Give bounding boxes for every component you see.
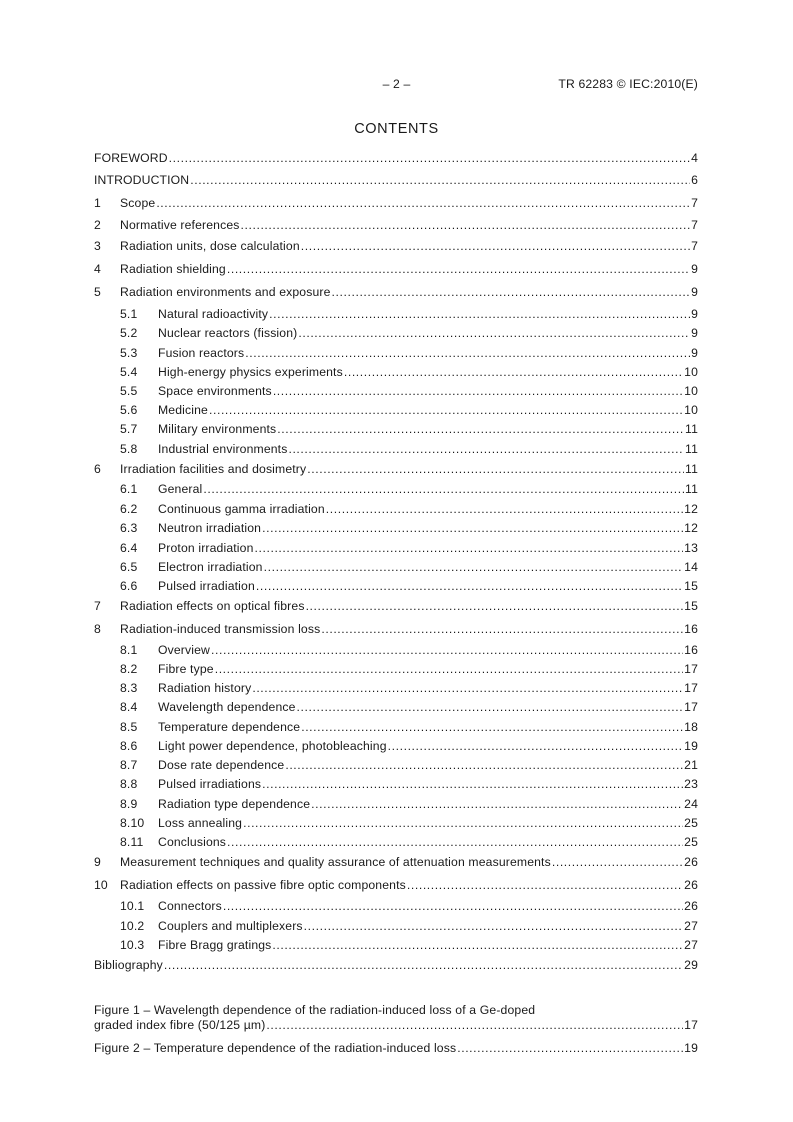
toc-entry-title: Radiation type dependence (158, 797, 311, 811)
toc-entry-page: 17 (684, 662, 698, 676)
toc-entry-number: 3 (94, 239, 101, 253)
toc-entry-page: 6 (691, 173, 698, 187)
toc-entry-number: 8.6 (120, 739, 138, 753)
toc-entry[interactable] (94, 520, 698, 536)
toc-dot-leader (241, 217, 691, 233)
toc-entry-number: 6.5 (120, 560, 138, 574)
page-title: CONTENTS (354, 121, 439, 137)
toc-entry-page: 16 (684, 622, 698, 636)
toc-dot-leader (288, 441, 684, 457)
toc-entry-number: 6.4 (120, 541, 138, 555)
toc-entry-number: 5.6 (120, 403, 138, 417)
toc-entry-title: Nuclear reactors (fission) (158, 326, 298, 340)
toc-entry[interactable] (94, 261, 698, 277)
toc-entry[interactable] (94, 796, 698, 812)
toc-entry-page: 11 (685, 482, 698, 496)
toc-entry-title: Radiation-induced transmission loss (120, 622, 321, 636)
toc-entry-number: 5.8 (120, 442, 138, 456)
toc-entry-page: 26 (684, 878, 698, 892)
toc-entry-number: 6.6 (120, 579, 138, 593)
figure-entry-page: 19 (684, 1041, 698, 1055)
toc-entry[interactable] (94, 481, 698, 497)
toc-entry-title: Natural radioactivity (158, 307, 269, 321)
toc-entry[interactable] (94, 738, 698, 754)
toc-entry[interactable] (94, 501, 698, 517)
toc-entry-page: 7 (691, 196, 698, 210)
toc-entry-title: Wavelength dependence (158, 700, 296, 714)
toc-entry-page: 7 (691, 218, 698, 232)
toc-entry-page: 17 (684, 681, 698, 695)
toc-entry-number: 5.7 (120, 422, 138, 436)
toc-entry-page: 23 (684, 777, 698, 791)
toc-entry-number: 5 (94, 285, 101, 299)
toc-entry-number: 2 (94, 218, 101, 232)
toc-entry-title: Proton irradiation (158, 541, 254, 555)
toc-entry[interactable] (94, 854, 698, 870)
toc-entry-number: 8.5 (120, 720, 138, 734)
toc-entry-title: Overview (158, 643, 210, 657)
toc-dot-leader (407, 877, 683, 893)
toc-entry-number: 8.11 (120, 835, 144, 849)
toc-dot-leader (264, 559, 684, 575)
toc-entry-title: INTRODUCTION (94, 173, 190, 187)
toc-entry-page: 24 (684, 797, 698, 811)
toc-entry-title: Medicine (158, 403, 208, 417)
toc-dot-leader (243, 815, 683, 831)
toc-entry[interactable] (94, 834, 698, 850)
toc-entry-title: Pulsed irradiation (158, 579, 255, 593)
document-reference: TR 62283 © IEC:2010(E) (558, 77, 698, 91)
toc-entry-title: Pulsed irradiations (158, 777, 262, 791)
toc-entry[interactable] (94, 364, 698, 380)
toc-entry-title: High-energy physics experiments (158, 365, 343, 379)
toc-entry[interactable] (94, 918, 698, 934)
toc-entry-page: 26 (684, 855, 698, 869)
toc-entry-title: Industrial environments (158, 442, 288, 456)
toc-dot-leader (245, 345, 690, 361)
toc-entry[interactable] (94, 217, 698, 233)
toc-entry[interactable] (94, 578, 698, 594)
toc-entry-page: 26 (684, 899, 698, 913)
toc-entry[interactable] (94, 661, 698, 677)
figure-entry-page: 17 (684, 1018, 698, 1032)
toc-entry-page: 7 (691, 239, 698, 253)
toc-entry-page: 17 (684, 700, 698, 714)
toc-entry-number: 8.10 (120, 816, 145, 830)
toc-dot-leader (388, 738, 684, 754)
toc-dot-leader (223, 898, 683, 914)
toc-dot-leader (169, 150, 690, 166)
toc-entry-page: 27 (684, 938, 698, 952)
toc-entry[interactable] (94, 680, 698, 696)
toc-entry-page: 11 (685, 462, 698, 476)
toc-dot-leader (306, 598, 684, 614)
toc-entry[interactable] (94, 441, 698, 457)
toc-entry[interactable] (94, 642, 698, 658)
toc-dot-leader (297, 699, 684, 715)
toc-entry-page: 25 (684, 835, 698, 849)
toc-entry-number: 9 (94, 855, 101, 869)
toc-dot-leader (311, 796, 683, 812)
toc-entry[interactable] (94, 719, 698, 735)
toc-entry-title: Fibre Bragg gratings (158, 938, 272, 952)
toc-entry[interactable] (94, 238, 698, 254)
toc-entry-title: Space environments (158, 384, 272, 398)
toc-entry-page: 13 (684, 541, 698, 555)
toc-entry[interactable] (94, 898, 698, 914)
toc-entry-page: 11 (685, 442, 698, 456)
toc-entry-page: 9 (691, 307, 698, 321)
figure-entry-title: graded index fibre (50/125 µm) (94, 1018, 266, 1032)
toc-entry-title: Radiation units, dose calculation (120, 239, 300, 253)
toc-dot-leader (326, 501, 683, 517)
toc-entry[interactable] (94, 540, 698, 556)
toc-entry-title: Scope (120, 196, 156, 210)
toc-entry-title: Neutron irradiation (158, 521, 262, 535)
toc-dot-leader (190, 172, 690, 188)
toc-entry-title: Loss annealing (158, 816, 243, 830)
toc-dot-leader (552, 854, 683, 870)
toc-entry-title: Radiation shielding (120, 262, 226, 276)
toc-entry-page: 27 (684, 919, 698, 933)
toc-entry-number: 8.7 (120, 758, 138, 772)
toc-dot-leader (301, 719, 683, 735)
toc-entry-title: Radiation effects on passive fibre optic components (120, 878, 406, 892)
toc-entry-title: Fusion reactors (158, 346, 245, 360)
toc-entry-number: 8.1 (120, 643, 138, 657)
page-number: – 2 – (382, 77, 411, 91)
toc-entry-number: 6.1 (120, 482, 138, 496)
toc-entry-title: Military environments (158, 422, 277, 436)
toc-entry-title: Normative references (120, 218, 240, 232)
toc-entry-number: 6.3 (120, 521, 138, 535)
toc-entry[interactable] (94, 306, 698, 322)
toc-dot-leader (273, 383, 683, 399)
toc-entry[interactable] (94, 598, 698, 614)
toc-dot-leader (285, 757, 683, 773)
toc-entry-title: Conclusions (158, 835, 227, 849)
toc-entry-page: 15 (684, 579, 698, 593)
toc-entry-title: Electron irradiation (158, 560, 263, 574)
toc-entry-number: 8.3 (120, 681, 138, 695)
toc-dot-leader (307, 461, 684, 477)
toc-entry-page: 14 (684, 560, 698, 574)
toc-dot-leader (156, 195, 690, 211)
toc-entry-title: Temperature dependence (158, 720, 301, 734)
toc-dot-leader (262, 520, 683, 536)
toc-entry-page: 19 (684, 739, 698, 753)
toc-entry-page: 11 (685, 422, 698, 436)
toc-entry-page: 10 (684, 403, 698, 417)
figure-entry[interactable] (94, 1017, 698, 1033)
toc-entry-number: 10 (94, 878, 108, 892)
toc-entry-number: 5.3 (120, 346, 138, 360)
toc-dot-leader (255, 540, 684, 556)
figure-1-caption-line1: Figure 1 – Wavelength dependence of the radiation-induced loss of a Ge-doped (94, 1003, 536, 1017)
toc-entry[interactable] (94, 195, 698, 211)
toc-dot-leader (203, 481, 684, 497)
toc-entry-number: 1 (94, 196, 101, 210)
toc-entry-number: 8.4 (120, 700, 138, 714)
toc-entry[interactable] (94, 776, 698, 792)
figure-entry[interactable] (94, 1040, 698, 1056)
toc-entry-page: 29 (684, 958, 698, 972)
toc-entry-number: 10.3 (120, 938, 145, 952)
toc-dot-leader (215, 661, 683, 677)
toc-entry[interactable] (94, 461, 698, 477)
toc-entry[interactable] (94, 402, 698, 418)
toc-entry-number: 10.1 (120, 899, 145, 913)
toc-dot-leader (164, 957, 683, 973)
toc-dot-leader (227, 261, 690, 277)
toc-entry-number: 8.9 (120, 797, 138, 811)
toc-dot-leader (298, 325, 690, 341)
toc-dot-leader (262, 776, 683, 792)
toc-entry-page: 4 (691, 151, 698, 165)
toc-entry-page: 9 (691, 346, 698, 360)
toc-entry-number: 8 (94, 622, 101, 636)
toc-entry-title: FOREWORD (94, 151, 168, 165)
toc-entry[interactable] (94, 937, 698, 953)
toc-entry-page: 10 (684, 365, 698, 379)
toc-entry[interactable] (94, 699, 698, 715)
toc-entry[interactable] (94, 325, 698, 341)
toc-entry-title: Continuous gamma irradiation (158, 502, 325, 516)
toc-entry-title: Fibre type (158, 662, 214, 676)
toc-entry-page: 16 (684, 643, 698, 657)
toc-entry-page: 12 (684, 502, 698, 516)
toc-entry-title: Radiation history (158, 681, 252, 695)
toc-entry[interactable] (94, 621, 698, 637)
toc-dot-leader (256, 578, 683, 594)
toc-entry-number: 6 (94, 462, 101, 476)
toc-entry-page: 12 (684, 521, 698, 535)
toc-entry-page: 21 (684, 758, 698, 772)
toc-dot-leader (304, 918, 683, 934)
toc-entry-number: 5.4 (120, 365, 138, 379)
toc-entry-title: Couplers and multiplexers (158, 919, 303, 933)
toc-entry-number: 8.2 (120, 662, 138, 676)
toc-entry-title: Bibliography (94, 958, 163, 972)
toc-entry-title: Light power dependence, photobleaching (158, 739, 387, 753)
toc-entry[interactable] (94, 150, 698, 166)
toc-entry[interactable] (94, 383, 698, 399)
toc-entry[interactable] (94, 284, 698, 300)
toc-entry[interactable] (94, 559, 698, 575)
toc-entry-number: 5.1 (120, 307, 138, 321)
toc-entry-title: Connectors (158, 899, 222, 913)
toc-dot-leader (252, 680, 683, 696)
toc-entry[interactable] (94, 757, 698, 773)
toc-entry-number: 7 (94, 599, 101, 613)
toc-entry[interactable] (94, 421, 698, 437)
toc-entry-page: 9 (691, 285, 698, 299)
toc-entry-page: 9 (691, 326, 698, 340)
toc-dot-leader (321, 621, 683, 637)
toc-dot-leader (332, 284, 691, 300)
toc-entry-title: Measurement techniques and quality assurance of attenuation measurements (120, 855, 551, 869)
toc-entry-page: 18 (684, 720, 698, 734)
toc-dot-leader (227, 834, 683, 850)
toc-dot-leader (301, 238, 690, 254)
toc-dot-leader (457, 1040, 683, 1056)
toc-entry-number: 8.8 (120, 777, 138, 791)
toc-dot-leader (211, 642, 683, 658)
toc-entry[interactable] (94, 957, 698, 973)
toc-entry-page: 15 (684, 599, 698, 613)
toc-entry-number: 5.2 (120, 326, 138, 340)
toc-entry-title: General (158, 482, 203, 496)
toc-entry-number: 10.2 (120, 919, 145, 933)
toc-entry-title: Irradiation facilities and dosimetry (120, 462, 307, 476)
toc-dot-leader (272, 937, 683, 953)
toc-entry-number: 5.5 (120, 384, 138, 398)
toc-entry-number: 4 (94, 262, 101, 276)
figure-entry-title: Figure 2 – Temperature dependence of the radiation-induced loss (94, 1041, 457, 1055)
toc-entry[interactable] (94, 172, 698, 188)
toc-entry-page: 25 (684, 816, 698, 830)
toc-entry[interactable] (94, 345, 698, 361)
toc-entry-title: Radiation environments and exposure (120, 285, 331, 299)
toc-entry[interactable] (94, 815, 698, 831)
toc-dot-leader (277, 421, 684, 437)
toc-dot-leader (269, 306, 690, 322)
toc-dot-leader (209, 402, 683, 418)
toc-entry-page: 9 (691, 262, 698, 276)
toc-entry-title: Radiation effects on optical fibres (120, 599, 305, 613)
toc-entry-title: Dose rate dependence (158, 758, 285, 772)
toc-entry[interactable] (94, 877, 698, 893)
toc-dot-leader (266, 1017, 683, 1033)
toc-dot-leader (344, 364, 683, 380)
toc-entry-page: 10 (684, 384, 698, 398)
toc-entry-number: 6.2 (120, 502, 138, 516)
